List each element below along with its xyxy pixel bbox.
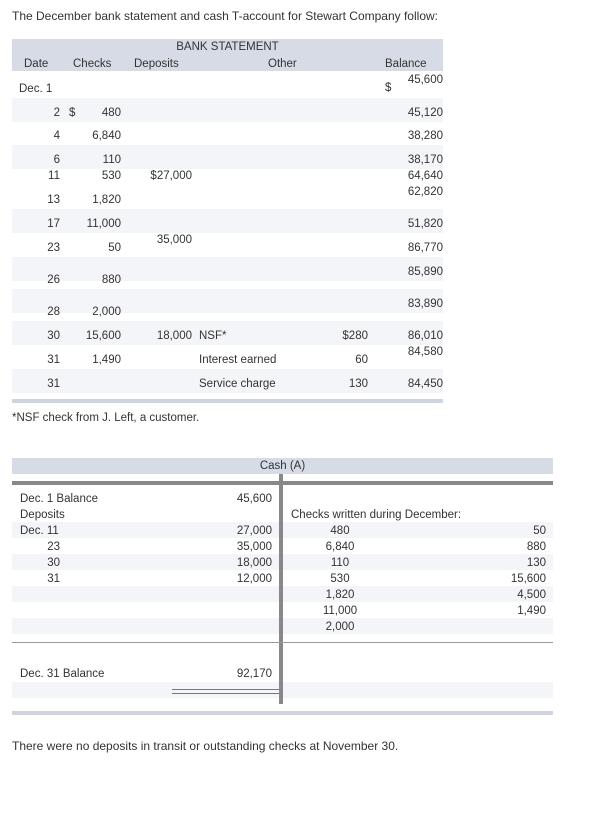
bank-row-deposits: 35,000 (156, 234, 192, 246)
check-amount-col2: 130 (526, 557, 546, 569)
check-amount-col1: 110 (330, 557, 350, 569)
check-amount-col1: 11,000 (322, 605, 358, 617)
header-other: Other (268, 58, 297, 70)
check-amount-col2: 4,500 (517, 589, 546, 601)
check-amount-col1: 530 (330, 573, 350, 585)
cash-left-label-1: Deposits (20, 509, 65, 521)
bank-row-balance: 38,170 (407, 154, 443, 166)
cash-separator (12, 642, 553, 643)
closing-note: There were no deposits in transit or outstanding checks at November 30. (12, 739, 399, 753)
bank-row-checks: 50 (108, 242, 121, 254)
cash-left-amount-0: 45,600 (236, 493, 272, 505)
cash-row-stripe (283, 682, 553, 698)
bank-row-balance: 38,280 (407, 130, 443, 142)
bank-title: BANK STATEMENT (176, 41, 279, 53)
bank-row-other-label: Service charge (199, 378, 276, 390)
check-amount-col1: 2,000 (325, 621, 355, 633)
cash-left-amount-4: 18,000 (236, 557, 272, 569)
cash-left-amount-5: 12,000 (236, 573, 272, 585)
cash-row-stripe (12, 618, 279, 634)
cash-row-stripe (12, 682, 279, 698)
bank-bottom-rule (12, 399, 443, 403)
bank-row-checks: 2,000 (92, 306, 121, 318)
bank-row-day: 4 (53, 130, 60, 142)
header-balance: Balance (385, 58, 427, 70)
opening-date: Dec. 1 (19, 83, 53, 95)
bank-row-day: 30 (47, 330, 60, 342)
cash-left-label-4: 30 (47, 557, 60, 569)
bank-row-other-label: Interest earned (199, 354, 277, 366)
check-amount-col1: 6,840 (325, 541, 355, 553)
bank-row-day: 31 (47, 378, 60, 390)
bank-row-checks: 1,820 (92, 194, 121, 206)
bank-row-checks: 480 (101, 107, 121, 119)
bank-row-balance: 84,580 (407, 346, 443, 358)
double-underline-bottom (172, 693, 279, 694)
check-amount-col1: 1,820 (325, 589, 355, 601)
bank-row-other-label: NSF* (199, 330, 227, 342)
cash-left-label-0: Dec. 1 Balance (20, 493, 98, 505)
nsf-footnote: *NSF check from J. Left, a customer. (12, 412, 200, 424)
check-amount-col2: 50 (533, 525, 546, 537)
bank-row-checks: 15,600 (85, 330, 121, 342)
ending-amount: 92,170 (236, 668, 272, 680)
check-amount-col2: 880 (526, 541, 546, 553)
bank-row-day: 28 (47, 306, 60, 318)
header-date: Date (24, 58, 49, 70)
cash-row-stripe (12, 586, 279, 602)
bank-row-balance: 86,770 (407, 242, 443, 254)
cash-left-label-5: 31 (47, 573, 60, 585)
ending-label: Dec. 31 Balance (20, 668, 105, 680)
bank-row-other-amount: 130 (348, 378, 368, 390)
bank-row-day: 13 (47, 194, 60, 206)
bank-row-balance: 45,120 (407, 107, 443, 119)
bank-row-deposits: $27,000 (150, 170, 192, 182)
bank-row-checks: 1,490 (92, 354, 121, 366)
header-checks: Checks (73, 58, 112, 70)
opening-balance: 45,600 (407, 74, 443, 86)
bank-row-day: 17 (47, 218, 60, 230)
header-deposits: Deposits (134, 58, 179, 70)
bank-row-checks: 6,840 (92, 130, 121, 142)
double-underline-top (172, 689, 279, 690)
cash-left-amount-3: 35,000 (236, 541, 272, 553)
cash-left-label-3: 23 (47, 541, 60, 553)
bank-row-checks-prefix: $ (69, 107, 76, 119)
bank-row-balance: 84,450 (407, 378, 443, 390)
bank-row-deposits: 18,000 (156, 330, 192, 342)
bank-row-day: 23 (47, 242, 60, 254)
bank-row-day: 11 (48, 170, 60, 182)
cash-title: Cash (A) (259, 460, 306, 472)
bank-row-balance: 86,010 (407, 330, 443, 342)
bank-row-balance: 85,890 (407, 266, 443, 278)
bank-row-balance: 64,640 (407, 170, 443, 182)
cash-left-label-2: Dec. 11 (20, 525, 59, 537)
bank-row-other-amount: $280 (342, 330, 368, 342)
cash-bottom-rule (12, 711, 553, 715)
bank-row-day: 2 (53, 107, 60, 119)
opening-currency: $ (385, 82, 392, 94)
check-amount-col2: 1,490 (517, 605, 546, 617)
check-amount-col2: 15,600 (510, 573, 546, 585)
bank-row-day: 31 (47, 354, 60, 366)
checks-written-heading: Checks written during December: (291, 509, 462, 521)
bank-row-balance: 83,890 (407, 298, 443, 310)
bank-row-checks: 530 (101, 170, 121, 182)
bank-row-day: 26 (47, 274, 60, 286)
intro-text: The December bank statement and cash T-account for Stewart Company follow: (12, 9, 438, 23)
bank-row-other-amount: 60 (355, 354, 368, 366)
bank-row-checks: 11,000 (86, 218, 121, 230)
bank-row-day: 6 (53, 154, 60, 166)
bank-row-checks: 110 (102, 154, 121, 166)
cash-left-amount-2: 27,000 (236, 525, 272, 537)
bank-row-checks: 880 (101, 274, 121, 286)
bank-row-balance: 51,820 (407, 218, 443, 230)
check-amount-col1: 480 (330, 525, 350, 537)
bank-row-balance: 62,820 (407, 186, 443, 198)
